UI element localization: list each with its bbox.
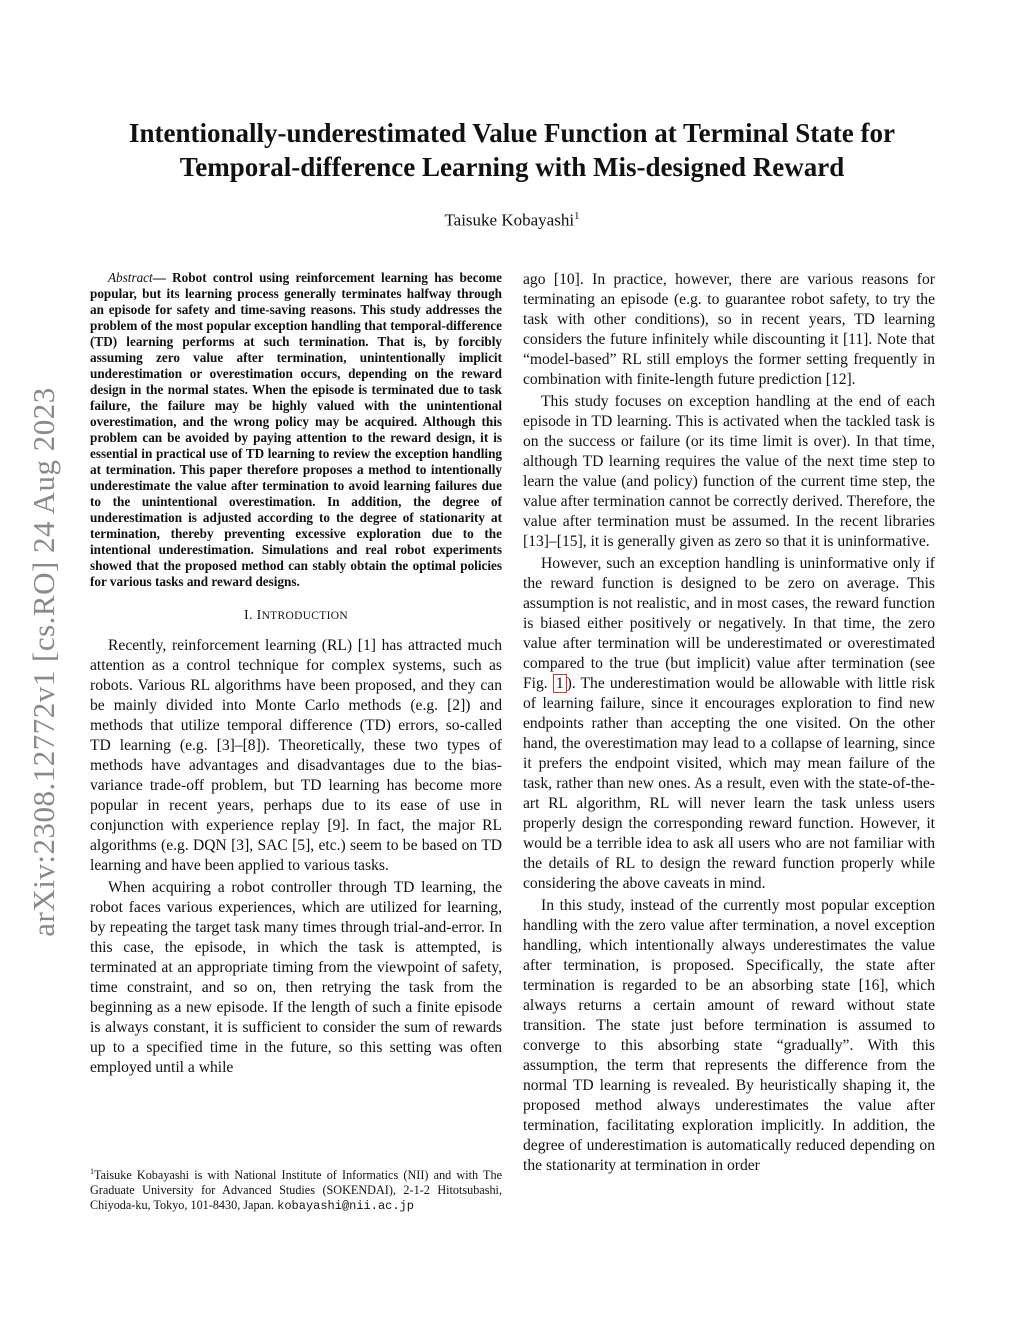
right-column <box>523 270 935 1176</box>
author-footnote-mark: 1 <box>574 210 580 222</box>
left-column <box>90 270 502 1078</box>
paper-title <box>100 116 924 184</box>
intro-paragraph-6: In this study, instead of the currently most popular exception handling with the zero value after termination, a novel exception handling, which intentionally always underestimates the value after termination, is proposed. Specifically, the state after termination is regarded to be an absorbing state [16], which always returns a certain amount of reward without state transition. The state just before termination is assumed to converge to this absorbing state “gradually”. With this assumption, the term that represents the difference from the normal TD learning is revealed. By heuristically shaping it, the proposed method always underestimates the value after termination, facilitating exploration implicitly. In addition, the degree of underestimation is automatically reduced depending on the stationarity at termination in order <box>523 897 935 1174</box>
author-email[interactable]: kobayashi@nii.ac.jp <box>277 1199 414 1214</box>
figure-reference-link[interactable]: 1 <box>553 674 567 693</box>
author-line <box>100 210 924 231</box>
intro-paragraph-4: This study focuses on exception handling at the end of each episode in TD learning. This is activated when the tackled task is on the success or failure (or its time limit is over). In that time, although TD learning requires the value of the next time step to learn the value (and policy) function of the current time step, the value after termination cannot be correctly derived. Therefore, the value after termination must be assumed. In the recent libraries [13]–[15], it is generally given as zero so that it is uninformative. <box>523 393 935 550</box>
abstract <box>90 270 502 590</box>
footnote-text: Taisuke Kobayashi is with National Institute of Informatics (NII) and with The Graduate University for Advanced Studies (SOKENDAI), 2-1-2 Hitotsubashi, Chiyoda-ku, Tokyo, 101-8430, Japan. <box>90 1168 502 1213</box>
intro-paragraph-2: When acquiring a robot controller through TD learning, the robot faces various experiences, which are utilized for learning, by repeating the target task many times through trial-and-error. In this case, the episode, in which the task is attempted, is terminated at an appropriate timing from the viewpoint of safety, time constraint, and so on, then retrying the task from the beginning as a new episode. If the length of such a finite episode is always constant, it is sufficient to consider the sum of rewards up to a specified time in the future, so this setting was often employed until a while <box>90 879 502 1076</box>
paragraph-5-after: ). The underestimation would be allowable with little risk of learning failure, since it encourages exploration to find new endpoints rather than accepting the one visited. On the other hand, the overestimation may lead to a collapse of learning, since it prefers the endpoint visited, which may mean failure of the task, rather than new ones. As a result, even with the state-of-the-art RL algorithm, RL will never learn the task unless users properly design the corresponding reward function. However, it would be a terrible idea to ask all users who are not familiar with the details of RL to design the reward function properly while considering the above caveats in mind. <box>523 675 935 892</box>
title-line-2: Temporal-difference Learning with Mis-designed Reward <box>179 152 845 182</box>
footnote-mark: 1 <box>90 1167 94 1176</box>
abstract-text: Robot control using reinforcement learning has become popular, but its learning process generally terminates halfway through an episode for safety and time-saving reasons. This study addresses the problem of the most popular exception handling that temporal-difference (TD) learning performs at such termination. That is, by forcibly assuming zero value after termination, unintentionally implicit underestimation or overestimation occurs, depending on the reward design in the normal states. When the episode is terminated due to task failure, the failure may be highly valued with the unintentional overestimation, and the wrong policy may be acquired. Although this problem can be avoided by paying attention to the reward design, it is essential in practical use of TD learning to review the exception handling at termination. This paper therefore proposes a method to intentionally underestimate the value after termination to avoid learning failures due to the unintentional overestimation. In addition, the degree of underestimation is adjusted according to the degree of stationarity at termination, thereby preventing excessive exploration due to the intentional underestimation. Simulations and real robot experiments showed that the proposed method can stably obtain the optimal policies for various tasks and reward designs. <box>90 270 502 589</box>
intro-paragraph-3: ago [10]. In practice, however, there are various reasons for terminating an episode (e.g. to guarantee robot safety, to try the task with other conditions), so in recent years, TD learning considers the future infinitely while discounting it [11]. Note that “model-based” RL still employs the former setting frequently in combination with finite-length future prediction [12]. <box>523 271 935 388</box>
paragraph-5-before: However, such an exception handling is uninformative only if the reward function is designed to be zero on average. This assumption is not realistic, and in most cases, the reward function is biased either positively or negatively. In that time, the zero value after termination will be underestimated or overestimated compared to the true (but implicit) value after termination (see Fig. <box>523 555 935 692</box>
section-initial: I <box>256 608 262 623</box>
section-numeral: I. <box>244 608 257 623</box>
intro-paragraph-1: Recently, reinforcement learning (RL) [1] has attracted much attention as a control technique for complex systems, such as robots. Various RL algorithms have been proposed, and they can be mainly divided into Monte Carlo methods (e.g. [2]) and methods that utilize temporal difference (TD) errors, so-called TD learning (e.g. [3]–[8]). Theoretically, these two types of methods have advantages and disadvantages due to the bias-variance trade-off problem, but TD learning has become more popular in recent years, perhaps due to its ease of use in conjunction with experience replay [9]. In fact, the major RL algorithms (e.g. DQN [3], SAC [5], etc.) seem to be based on TD learning and have been applied to various tasks. <box>90 637 502 874</box>
abstract-separator: — <box>152 270 173 285</box>
section-heading-introduction <box>90 606 502 626</box>
abstract-label: Abstract <box>108 270 153 285</box>
intro-paragraph-5 <box>523 554 935 894</box>
arxiv-side-identifier: arXiv:2308.12772v1 [cs.RO] 24 Aug 2023 <box>26 387 61 937</box>
footnote <box>90 1164 502 1214</box>
title-line-1: Intentionally-underestimated Value Function at Terminal State for <box>128 118 896 148</box>
author-name: Taisuke Kobayashi <box>444 210 575 230</box>
section-rest: NTRODUCTION <box>261 610 348 622</box>
